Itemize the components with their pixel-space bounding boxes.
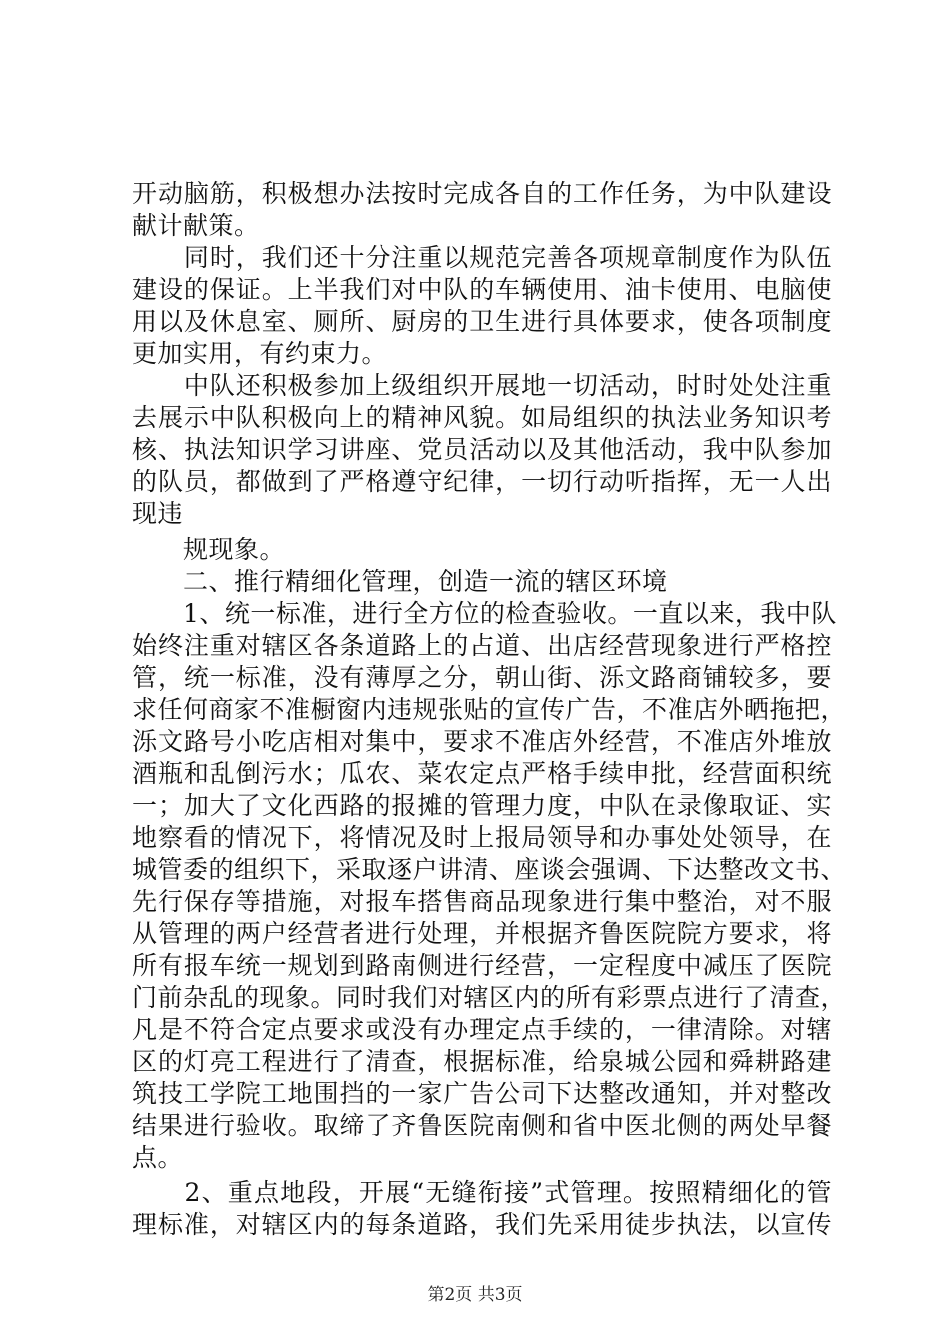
paragraph-line: 规现象。	[132, 535, 286, 564]
paragraph-line: 中队还积极参加上级组织开展地一切活动，时时处处注重	[132, 371, 832, 400]
paragraph-line: 现违	[132, 499, 184, 528]
paragraph-line: 点。	[132, 1143, 184, 1172]
paragraph-line: 更加实用，有约束力。	[132, 339, 388, 368]
paragraph-line: 开动脑筋，积极想办法按时完成各自的工作任务，为中队建设	[132, 179, 832, 208]
paragraph-line: 理标准，对辖区内的每条道路，我们先采用徒步执法，以宣传	[132, 1210, 832, 1239]
paragraph-line: 2、重点地段，开展“无缝衔接”式管理。按照精细化的管	[132, 1178, 832, 1207]
paragraph-line: 1、统一标准，进行全方位的检查验收。一直以来，我中队	[132, 599, 837, 628]
paragraph-line: 求任何商家不准橱窗内违规张贴的宣传广告，不准店外晒拖把，	[132, 695, 847, 724]
paragraph-line: 从管理的两户经营者进行处理，并根据齐鲁医院院方要求，将	[132, 919, 832, 948]
page-footer: 第2页 共3页	[427, 1285, 523, 1305]
paragraph-line: 门前杂乱的现象。同时我们对辖区内的所有彩票点进行了清查，	[132, 983, 847, 1012]
paragraph-line: 一；加大了文化西路的报摊的管理力度，中队在录像取证、实	[132, 791, 832, 820]
paragraph-line: 城管委的组织下，采取逐户讲清、座谈会强调、下达整改文书、	[132, 855, 847, 884]
section-heading: 二、推行精细化管理，创造一流的辖区环境	[132, 567, 668, 596]
paragraph-line: 同时，我们还十分注重以规范完善各项规章制度作为队伍	[132, 243, 832, 272]
paragraph-line: 地察看的情况下，将情况及时上报局领导和办事处处领导，在	[132, 823, 832, 852]
paragraph-line: 泺文路号小吃店相对集中，要求不准店外经营，不准店外堆放	[132, 727, 832, 756]
paragraph-line: 管，统一标准，没有薄厚之分，朝山街、泺文路商铺较多，要	[132, 663, 832, 692]
paragraph-line: 区的灯亮工程进行了清查，根据标准，给泉城公园和舜耕路建	[132, 1047, 832, 1076]
paragraph-line: 所有报车统一规划到路南侧进行经营，一定程度中减压了医院	[132, 951, 832, 980]
paragraph-line: 筑技工学院工地围挡的一家广告公司下达整改通知，并对整改	[132, 1079, 832, 1108]
paragraph-line: 结果进行验收。取缔了齐鲁医院南侧和省中医北侧的两处早餐	[132, 1111, 832, 1140]
paragraph-line: 献计献策。	[132, 211, 260, 240]
paragraph-line: 凡是不符合定点要求或没有办理定点手续的，一律清除。对辖	[132, 1015, 832, 1044]
paragraph-line: 的队员，都做到了严格遵守纪律，一切行动听指挥，无一人出	[132, 467, 832, 496]
paragraph-line: 建设的保证。上半我们对中队的车辆使用、油卡使用、电脑使	[132, 275, 832, 304]
paragraph-line: 先行保存等措施，对报车搭售商品现象进行集中整治，对不服	[132, 887, 832, 916]
paragraph-line: 始终注重对辖区各条道路上的占道、出店经营现象进行严格控	[132, 631, 832, 660]
paragraph-line: 核、执法知识学习讲座、党员活动以及其他活动，我中队参加	[132, 435, 832, 464]
paragraph-line: 用以及休息室、厕所、厨房的卫生进行具体要求，使各项制度	[132, 307, 832, 336]
paragraph-line: 去展示中队积极向上的精神风貌。如局组织的执法业务知识考	[132, 403, 832, 432]
paragraph-line: 酒瓶和乱倒污水；瓜农、菜农定点严格手续申批，经营面积统	[132, 759, 832, 788]
